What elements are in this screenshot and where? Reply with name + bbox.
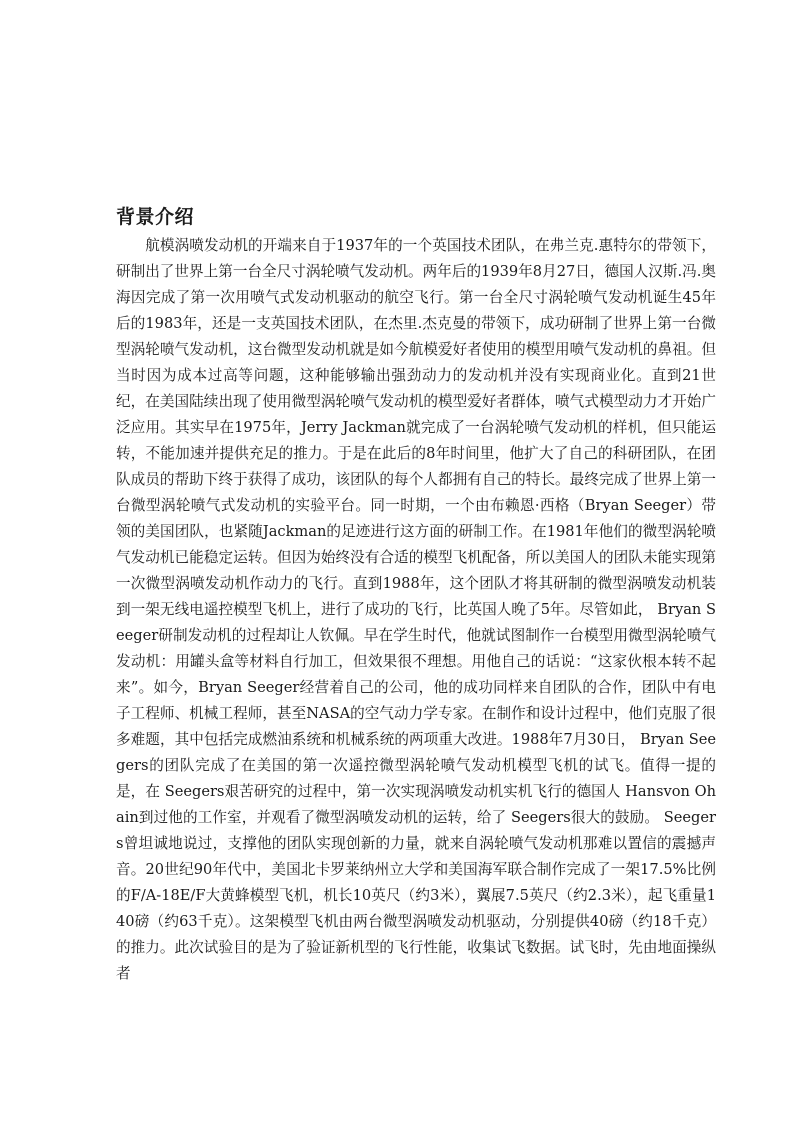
body-paragraph: 航模涡喷发动机的开端来自于1937年的一个英国技术团队，在弗兰克.惠特尔的带领下，研制出了世界上第一台全尺寸涡轮喷气发动机。两年后的1939年8月27日，德国人汉斯.冯.奥海因完成了第一次用喷气式发动机驱动的航空飞行。第一台全尺寸涡轮喷气发动机诞生45年后的1983年，还是一支英国技术团队，在杰里.杰克曼的带领下，成功研制了世界上第一台微型涡轮喷气发动机，这台微型发动机就是如今航模爱好者使用的模型用喷气发动机的鼻祖。但当时因为成本过高等问题，这种能够输出强劲动力的发动机并没有实现商业化。直到21世纪，在美国陆续出现了使用微型涡轮喷气发动机的模型爱好者群体，喷气式模型动力才开始广泛应用。其实早在1975年，Jerry Jackman就完成了一台涡轮喷气发动机的样机，但只能运转，不能加速并提供充足的推力。于是在此后的8年时间里，他扩大了自己的科研团队，在团队成员的帮助下终于获得了成功，该团队的每个人都拥有自己的特长。最终完成了世界上第一台微型涡轮喷气式发动机的实验平台。同一时期，一个由布赖恩·西格（Bryan Seeger）带领的美国团队，也紧随Jackman的足迹进行这方面的研制工作。在1981年他们的微型涡轮喷气发动机已能稳定运转。但因为始终没有合适的模型飞机配备，所以美国人的团队未能实现第一次微型涡喷发动机作动力的飞行。直到1988年，这个团队才将其研制的微型涡喷发动机装到一架无线电遥控模型飞机上，进行了成功的飞行，比英国人晚了5年。尽管如此， Bryan Seeger研制发动机的过程却让人钦佩。早在学生时代，他就试图制作一台模型用微型涡轮喷气发动机：用罐头盒等材料自行加工，但效果很不理想。用他自己的话说：“这家伙根本转不起来”。如今，Bryan Seeger经营着自己的公司，他的成功同样来自团队的合作，团队中有电子工程师、机械工程师，甚至NASA的空气动力学专家。在制作和设计过程中，他们克服了很多难题，其中包括完成燃油系统和机械系统的两项重大改进。1988年7月30日， Bryan Seegers的团队完成了在美国的第一次遥控微型涡轮喷气发动机模型飞机的试飞。值得一提的是，在 Seegers艰苦研究的过程中，第一次实现涡喷发动机实机飞行的德国人 Hansvon Ohain到过他的工作室，并观看了微型涡喷发动机的运转，给了 Seegers很大的鼓励。 Seegers曾坦诚地说过，支撑他的团队实现创新的力量，就来自涡轮喷气发动机那难以置信的震撼声音。20世纪90年代中，美国北卡罗莱纳州立大学和美国海军联合制作完成了一架17.5%比例的F/A-18E/F大黄蜂模型飞机，机长10英尺（约3米），翼展7.5英尺（约2.3米），起飞重量140磅（约63千克）。这架模型飞机由两台微型涡喷发动机驱动，分别提供40磅（约18千克）的推力。此次试验目的是为了验证新机型的飞行性能，收集试飞数据。试飞时，先由地面操纵者 <box>116 237 716 982</box>
document-body <box>116 203 716 987</box>
section-heading: 背景介绍 <box>116 206 195 228</box>
